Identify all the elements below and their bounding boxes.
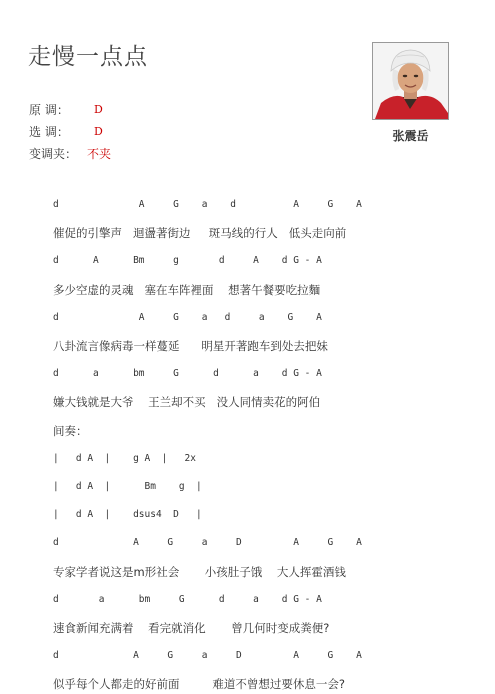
chord-line: | d A | g A | 2x <box>53 452 196 464</box>
artist-photo <box>372 42 449 120</box>
lyric-line: 速食新闻充满着 看完就消化 曾几何时变成粪便? <box>53 621 330 635</box>
lyric-line: 多少空虚的灵魂 塞在车阵裡面 想著午餐要吃拉麵 <box>53 282 321 297</box>
selected-key-label: 选 调： <box>29 125 69 139</box>
chord-line: d a bm G d a d G - A <box>53 368 322 380</box>
chord-line: | d A | dsus4 D | <box>53 509 202 521</box>
meta-selected-key <box>29 124 103 140</box>
capo-value: 不夹 <box>87 147 112 161</box>
lyric-line: 似乎每个人都走的好前面 难道不曾想过要休息一会? <box>53 677 346 692</box>
chord-line: d a bm G d a d G - A <box>53 593 322 605</box>
capo-label: 变调夹： <box>29 147 78 161</box>
chord-line: | d A | Bm g | <box>53 481 202 492</box>
chord-line: d A G a D A G A <box>53 537 362 549</box>
song-title: 走慢一点点 <box>28 44 148 70</box>
selected-key-value: D <box>94 125 103 138</box>
lyric-line: 专家学者说这是m形社会 小孩肚子饿 大人挥霍酒钱 <box>53 564 346 579</box>
lyric-line: 嫌大钱就是大爷 王兰却不买 没人同情卖花的阿伯 <box>53 395 321 410</box>
chord-line: d A Bm g d A d G - A <box>53 255 322 267</box>
meta-capo <box>29 146 112 162</box>
chord-line: d A G a D A G A <box>53 650 362 662</box>
chord-line: d A G a d a G A <box>53 311 322 323</box>
artist-portrait-image <box>373 43 448 119</box>
original-key-label: 原 调： <box>29 103 69 117</box>
lyric-line: 间奏： <box>53 423 88 438</box>
meta-original-key <box>29 102 103 118</box>
lyric-line: 八卦流言像病毒一样蔓延 明星开著跑车到处去把妹 <box>53 339 328 353</box>
lyric-line: 催促的引擎声 迴盪著街边 斑马线的行人 低头走向前 <box>53 226 347 241</box>
original-key-value: D <box>94 103 103 116</box>
chord-line: d A G a d A G A <box>53 199 362 210</box>
artist-name: 张震岳 <box>392 129 429 143</box>
